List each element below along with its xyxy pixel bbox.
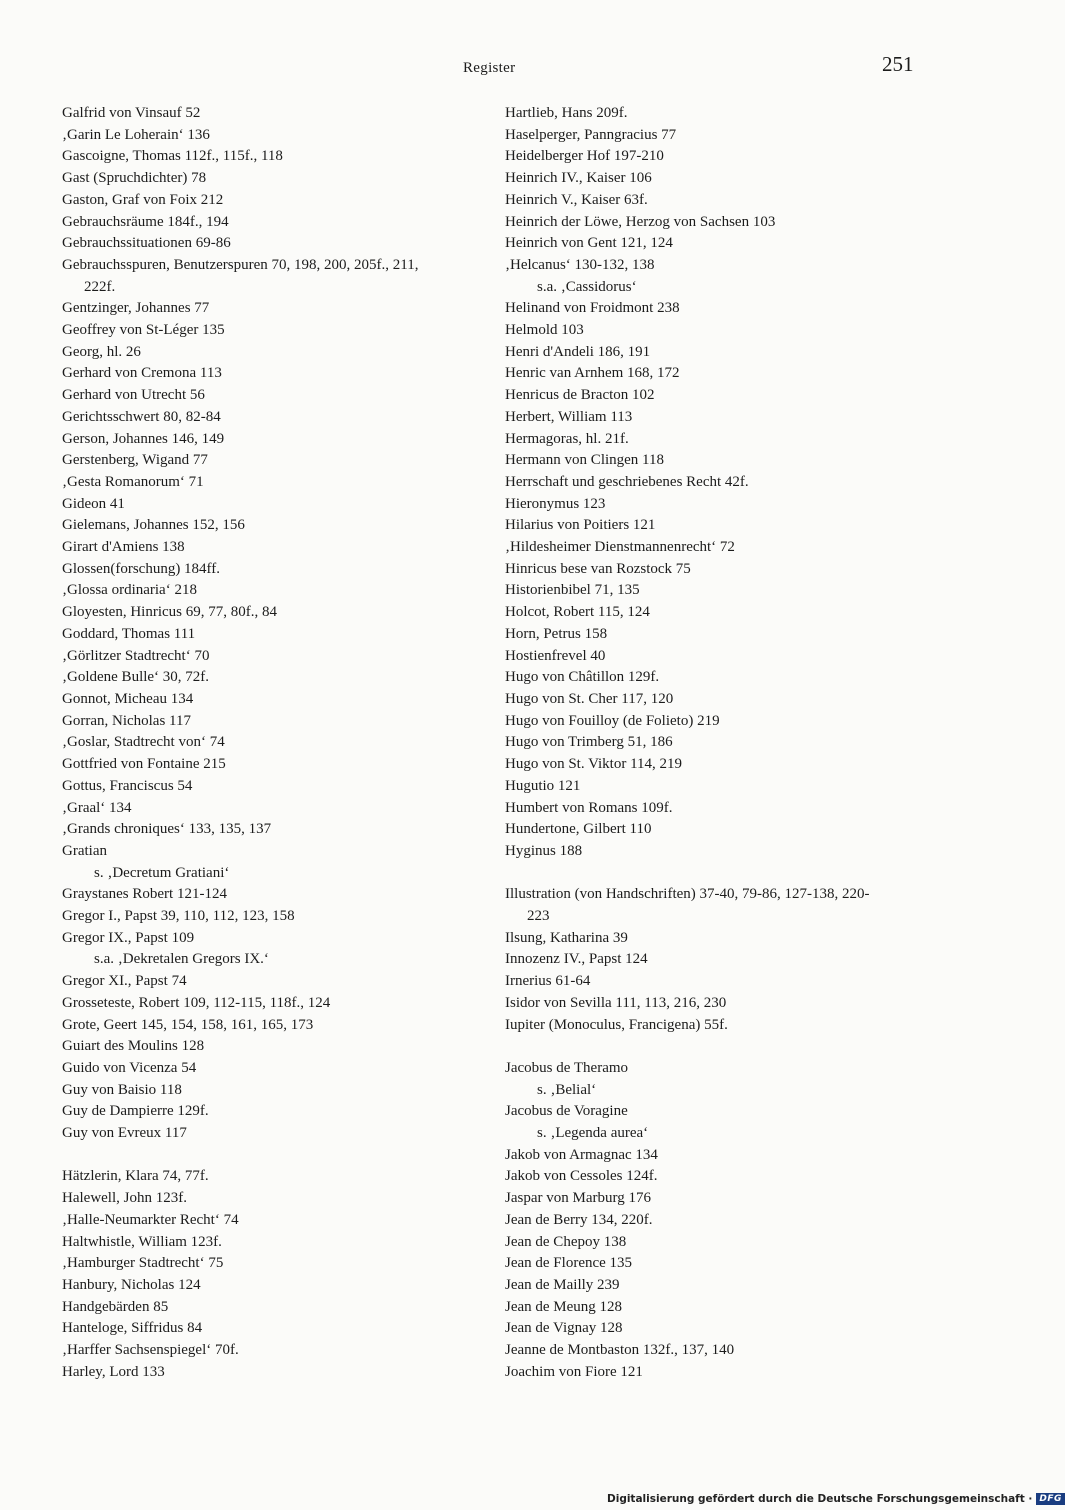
index-entry: Heinrich der Löwe, Herzog von Sachsen 103 — [505, 213, 776, 230]
index-entry-continuation: 222f. — [84, 278, 116, 295]
index-entry: Herbert, William 113 — [505, 408, 633, 425]
index-entry: Galfrid von Vinsauf 52 — [62, 105, 201, 121]
index-entry: Hanteloge, Siffridus 84 — [62, 1320, 203, 1337]
index-entry-continuation: 223 — [527, 908, 550, 924]
index-entry: Graystanes Robert 121-124 — [62, 886, 227, 903]
index-entry: Hugutio 121 — [505, 777, 581, 794]
index-entry: Herrschaft und geschriebenes Recht 42f. — [505, 473, 749, 490]
index-entry: Gratian — [62, 842, 107, 859]
index-entry: Heidelberger Hof 197-210 — [505, 148, 664, 165]
index-entry: Gielemans, Johannes 152, 156 — [62, 517, 245, 534]
index-entry: Gerstenberg, Wigand 77 — [62, 452, 208, 469]
index-entry: Guiart des Moulins 128 — [62, 1038, 205, 1055]
index-entry: ‚Görlitzer Stadtrecht‘ 70 — [62, 647, 210, 664]
index-entry: Gerhard von Utrecht 56 — [62, 387, 205, 404]
index-entry: Innozenz IV., Papst 124 — [505, 951, 648, 968]
index-entry: Gerhard von Cremona 113 — [62, 365, 222, 382]
index-entry: ‚Halle-Neumarkter Recht‘ 74 — [62, 1211, 239, 1228]
index-entry: Humbert von Romans 109f. — [505, 799, 673, 816]
index-entry: Guy von Evreux 117 — [62, 1125, 187, 1142]
index-entry: Gideon 41 — [62, 495, 125, 512]
index-entry: Jaspar von Marburg 176 — [505, 1190, 651, 1207]
index-entry: Heinrich von Gent 121, 124 — [505, 235, 673, 252]
index-entry: Geoffrey von St-Léger 135 — [62, 322, 225, 339]
index-entry: ‚Harffer Sachsenspiegel‘ 70f. — [62, 1342, 239, 1359]
index-entry: Haltwhistle, William 123f. — [62, 1233, 222, 1250]
index-entry: Gloyesten, Hinricus 69, 77, 80f., 84 — [62, 604, 277, 621]
index-entry: Hanbury, Nicholas 124 — [62, 1276, 201, 1293]
index-entry: ‚Graal‘ 134 — [62, 799, 132, 816]
index-entry: Heinrich IV., Kaiser 106 — [505, 170, 652, 187]
index-entry: Gerson, Johannes 146, 149 — [62, 430, 225, 447]
index-entry: ‚Goslar, Stadtrecht von‘ 74 — [62, 734, 225, 751]
index-entry: Hundertone, Gilbert 110 — [505, 821, 652, 838]
index-entry: Ilsung, Katharina 39 — [505, 929, 628, 946]
index-entry: Iupiter (Monoculus, Francigena) 55f. — [505, 1016, 728, 1033]
index-entry: Joachim von Fiore 121 — [505, 1363, 643, 1380]
index-entry: Gentzinger, Johannes 77 — [62, 300, 210, 317]
index-cross-reference: s. ‚Decretum Gratiani‘ — [94, 864, 230, 881]
index-entry: Gottfried von Fontaine 215 — [62, 756, 226, 773]
digitization-notice: Digitalisierung gefördert durch die Deutsche Forschungsgemeinschaft · — [607, 1493, 1033, 1505]
index-entry: ‚Grands chroniques‘ 133, 135, 137 — [62, 821, 272, 838]
page-number: 251 — [882, 52, 914, 76]
index-entry: Helmold 103 — [505, 322, 584, 339]
index-entry: Gonnot, Micheau 134 — [62, 690, 194, 707]
index-entry: Glossen(forschung) 184ff. — [62, 560, 221, 577]
index-entry: Holcot, Robert 115, 124 — [505, 604, 650, 621]
index-entry: Hermann von Clingen 118 — [505, 452, 665, 469]
index-entry: Jeanne de Montbaston 132f., 137, 140 — [505, 1342, 735, 1359]
page-header — [0, 52, 1000, 84]
index-entry: Jean de Mailly 239 — [505, 1276, 620, 1293]
index-entry: Hätzlerin, Klara 74, 77f. — [62, 1168, 209, 1185]
index-entry: Henricus de Bracton 102 — [505, 387, 655, 404]
index-entry: Guy de Dampierre 129f. — [62, 1103, 209, 1120]
index-entry: Jean de Chepoy 138 — [505, 1233, 627, 1250]
index-entry: Hugo von St. Viktor 114, 219 — [505, 756, 683, 773]
index-entry: Hilarius von Poitiers 121 — [505, 517, 656, 534]
index-entry: Hugo von Châtillon 129f. — [505, 669, 660, 686]
index-entry: ‚Garin Le Loherain‘ 136 — [62, 126, 210, 143]
index-entry: Gascoigne, Thomas 112f., 115f., 118 — [62, 148, 283, 165]
index-entry: Halewell, John 123f. — [62, 1190, 187, 1207]
index-entry: Jacobus de Voragine — [505, 1103, 628, 1120]
index-entry: ‚Glossa ordinaria‘ 218 — [62, 582, 197, 599]
index-entry: Gregor XI., Papst 74 — [62, 973, 187, 990]
index-entry: Helinand von Froidmont 238 — [505, 300, 680, 317]
index-entry: ‚Hamburger Stadtrecht‘ 75 — [62, 1255, 224, 1272]
index-entry: Jean de Florence 135 — [505, 1255, 633, 1272]
index-column-right — [505, 103, 925, 1383]
index-entry: Handgebärden 85 — [62, 1298, 169, 1315]
index-entry: Jakob von Armagnac 134 — [505, 1146, 658, 1163]
section-gap — [62, 1145, 467, 1167]
dfg-logo: DFG — [1036, 1493, 1065, 1505]
index-entry: Jean de Meung 128 — [505, 1298, 623, 1315]
index-entry: Girart d'Amiens 138 — [62, 539, 185, 556]
index-cross-reference: s. ‚Legenda aurea‘ — [537, 1125, 649, 1142]
index-entry: Hinricus bese van Rozstock 75 — [505, 560, 691, 577]
index-entry: Goddard, Thomas 111 — [62, 625, 196, 642]
index-entry: Hartlieb, Hans 209f. — [505, 105, 628, 121]
index-entry: Hugo von St. Cher 117, 120 — [505, 690, 674, 707]
index-entry: Jacobus de Theramo — [505, 1059, 629, 1076]
index-entry: Gregor IX., Papst 109 — [62, 929, 195, 946]
index-entry: ‚Gesta Romanorum‘ 71 — [62, 473, 204, 490]
index-entry: Gast (Spruchdichter) 78 — [62, 170, 207, 187]
index-entry: Harley, Lord 133 — [62, 1363, 165, 1380]
index-entry: Guido von Vicenza 54 — [62, 1059, 197, 1076]
index-entry: Gaston, Graf von Foix 212 — [62, 191, 224, 208]
index-entry: Guy von Baisio 118 — [62, 1081, 182, 1098]
section-gap — [505, 1036, 925, 1058]
index-entry: Jean de Vignay 128 — [505, 1320, 623, 1337]
digitization-footer — [607, 1491, 1062, 1507]
index-entry: Jean de Berry 134, 220f. — [505, 1211, 653, 1228]
index-entry: Jakob von Cessoles 124f. — [505, 1168, 658, 1185]
index-entry: Hermagoras, hl. 21f. — [505, 430, 629, 447]
index-entry: ‚Helcanus‘ 130-132, 138 — [505, 256, 655, 273]
index-entry: Isidor von Sevilla 111, 113, 216, 230 — [505, 994, 727, 1011]
index-cross-reference: s.a. ‚Dekretalen Gregors IX.‘ — [94, 951, 269, 968]
index-entry: Hugo von Trimberg 51, 186 — [505, 734, 673, 751]
index-entry: Illustration (von Handschriften) 37-40, 79-86, 127-138, 220- — [505, 886, 870, 903]
index-entry: Hyginus 188 — [505, 842, 583, 859]
index-entry: Georg, hl. 26 — [62, 343, 141, 360]
index-entry: Hugo von Fouilloy (de Folieto) 219 — [505, 712, 720, 729]
index-entry: Grote, Geert 145, 154, 158, 161, 165, 173 — [62, 1016, 314, 1033]
index-entry: Grosseteste, Robert 109, 112-115, 118f., 124 — [62, 994, 331, 1011]
index-entry: Heinrich V., Kaiser 63f. — [505, 191, 648, 208]
index-entry: Gebrauchsräume 184f., 194 — [62, 213, 229, 230]
index-entry: Henri d'Andeli 186, 191 — [505, 343, 651, 360]
index-entry: Henric van Arnhem 168, 172 — [505, 365, 680, 382]
index-entry: Hieronymus 123 — [505, 495, 606, 512]
index-entry: Gottus, Franciscus 54 — [62, 777, 193, 794]
index-entry: Hostienfrevel 40 — [505, 647, 606, 664]
index-entry: Gerichtsschwert 80, 82-84 — [62, 408, 221, 425]
index-entry: Irnerius 61-64 — [505, 973, 591, 990]
running-title: Register — [463, 60, 516, 76]
index-entry: Gebrauchsspuren, Benutzerspuren 70, 198, 200, 205f., 211, — [62, 256, 419, 273]
index-entry: Gregor I., Papst 39, 110, 112, 123, 158 — [62, 908, 295, 925]
index-entry: Haselperger, Panngracius 77 — [505, 126, 677, 143]
index-cross-reference: s. ‚Belial‘ — [537, 1081, 597, 1098]
index-entry: Gorran, Nicholas 117 — [62, 712, 191, 729]
index-entry: ‚Hildesheimer Dienstmannenrecht‘ 72 — [505, 539, 735, 556]
index-entry: Historienbibel 71, 135 — [505, 582, 640, 599]
index-entry: ‚Goldene Bulle‘ 30, 72f. — [62, 669, 210, 686]
index-cross-reference: s.a. ‚Cassidorus‘ — [537, 278, 637, 295]
index-column-left — [62, 103, 467, 1383]
index-entry: Gebrauchssituationen 69-86 — [62, 235, 231, 252]
index-entry: Horn, Petrus 158 — [505, 625, 608, 642]
section-gap — [505, 863, 925, 885]
